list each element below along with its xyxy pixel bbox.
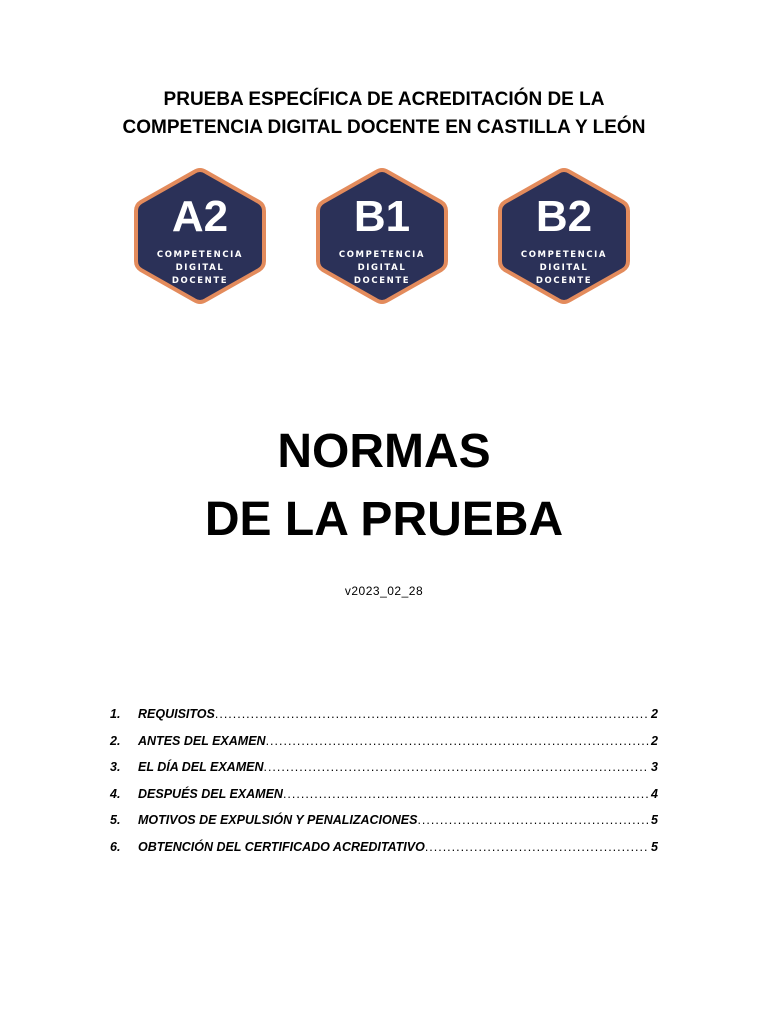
main-title-line-1: NORMAS [277, 425, 491, 478]
toc-entry-number: 3. [110, 760, 121, 775]
toc-entry-title: REQUISITOS [138, 707, 215, 721]
badge-line-1: COMPETENCIA [520, 250, 608, 260]
header-title-line-1: PRUEBA ESPECÍFICA DE ACREDITACIÓN DE LA [163, 89, 605, 110]
badge-b1 [315, 167, 449, 305]
badge-a2 [133, 167, 267, 305]
toc-dot-leader [425, 840, 649, 854]
toc-dot-leader [263, 760, 649, 774]
header-title-line-2: COMPETENCIA DIGITAL DOCENTE EN CASTILLA Y LEÓN [122, 117, 646, 138]
toc-entry-page: 3 [651, 760, 658, 775]
toc-entry-page: 2 [651, 707, 658, 721]
toc-entry-page: 4 [651, 786, 658, 801]
badge-b2 [497, 167, 631, 305]
toc-entry-title: OBTENCIÓN DEL CERTIFICADO ACREDITATIVO [138, 839, 425, 854]
badge-level-text: B1 [353, 192, 411, 241]
toc-entry[interactable] [110, 707, 658, 734]
toc-dot-leader [417, 813, 649, 827]
toc-entry[interactable] [110, 734, 658, 761]
toc-entry-number: 1. [110, 707, 121, 721]
toc-dot-leader [283, 787, 649, 801]
toc-entry-title: MOTIVOS DE EXPULSIÓN Y PENALIZACIONES [138, 813, 418, 828]
toc-entry-title: ANTES DEL EXAMEN [138, 733, 266, 748]
toc-entry-number: 6. [110, 839, 121, 854]
table-of-contents [110, 707, 658, 867]
badge-line-2: DIGITAL [175, 263, 225, 273]
badge-line-1: COMPETENCIA [338, 250, 426, 260]
toc-entry-number: 2. [110, 733, 121, 748]
toc-entry[interactable] [110, 760, 658, 787]
badge-line-1: COMPETENCIA [156, 250, 244, 260]
toc-entry-page: 5 [651, 813, 658, 828]
badge-level-text: B2 [535, 192, 593, 241]
main-title-line-2: DE LA PRUEBA [204, 493, 564, 546]
toc-entry[interactable] [110, 840, 658, 867]
toc-entry-title: EL DÍA DEL EXAMEN [138, 760, 264, 775]
toc-entry-page: 5 [651, 839, 658, 854]
toc-entry[interactable] [110, 787, 658, 814]
toc-dot-leader [215, 707, 649, 721]
toc-entry-number: 5. [110, 813, 121, 828]
badge-line-2: DIGITAL [539, 263, 589, 273]
badge-line-2: DIGITAL [357, 263, 407, 273]
toc-entry-title: DESPUÉS DEL EXAMEN [138, 786, 283, 801]
document-header-title [0, 86, 768, 142]
toc-entry-number: 4. [110, 786, 121, 801]
badge-line-3: DOCENTE [171, 276, 229, 286]
toc-entry[interactable] [110, 813, 658, 840]
main-title [0, 418, 768, 554]
toc-entry-page: 2 [651, 733, 658, 748]
badge-line-3: DOCENTE [353, 276, 411, 286]
version-label: v2023_02_28 [344, 584, 424, 598]
badge-line-3: DOCENTE [535, 276, 593, 286]
competence-badges [0, 167, 768, 305]
badge-level-text: A2 [171, 192, 229, 241]
toc-dot-leader [266, 734, 649, 748]
